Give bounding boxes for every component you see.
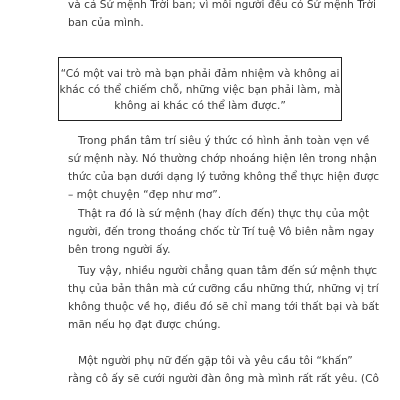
quote-box (58, 57, 342, 121)
intro-paragraph (68, 0, 376, 32)
text-line: sứ mệnh này. Nó thường chớp nhoáng hiện lên trong nhận (68, 153, 377, 165)
quote-line: “Có một vai trò mà bạn phải đảm nhiệm và không ai (60, 68, 340, 80)
text-line: Tuy vậy, nhiều người chẳng quan tâm đến sứ mệnh thực (78, 265, 378, 277)
text-line: thụ của bản thân mà cứ cưỡng cầu những thứ, những vị trí (68, 283, 379, 295)
body-paragraph (68, 262, 380, 334)
text-line: Thật ra đó là sứ mệnh (hay đích đến) thực thụ của một (78, 208, 370, 220)
text-line: – một chuyện “đẹp như mơ”. (68, 189, 222, 201)
body-paragraph (68, 352, 379, 388)
text-line: và cả Sứ mệnh Trời ban; vì mỗi người đều có Sứ mệnh Trời (68, 0, 376, 11)
text-line: rằng cô ấy sẽ cưới người đàn ông mà mình rất rất yêu. (Cô (68, 373, 379, 385)
text-line: người, đến trong thoáng chốc từ Trí tuệ Vô biên nằm ngay (68, 226, 375, 238)
quote-line: khác có thể chiếm chỗ, những việc bạn phải làm, mà (59, 84, 341, 96)
text-line: ban của mình. (68, 17, 144, 29)
text-line: không thuộc về họ, điều đó sẽ chỉ mang tới thất bại và bất (68, 301, 380, 313)
text-line: thức của bạn dưới dạng lý tưởng không thể thực hiện được (68, 171, 380, 183)
text-line: mãn nếu họ đạt được chúng. (68, 319, 221, 331)
text-line: Một người phụ nữ đến gặp tôi và yêu cầu tôi “khấn” (78, 355, 353, 367)
body-paragraph (68, 205, 375, 259)
body-paragraph (68, 132, 380, 204)
quote-line: không ai khác có thể làm được.” (114, 100, 286, 112)
text-line: bên trong người ấy. (68, 244, 171, 256)
text-line: Trong phần tâm trí siêu ý thức có hình ảnh toàn vẹn về (78, 135, 370, 147)
quote-text (59, 66, 341, 114)
